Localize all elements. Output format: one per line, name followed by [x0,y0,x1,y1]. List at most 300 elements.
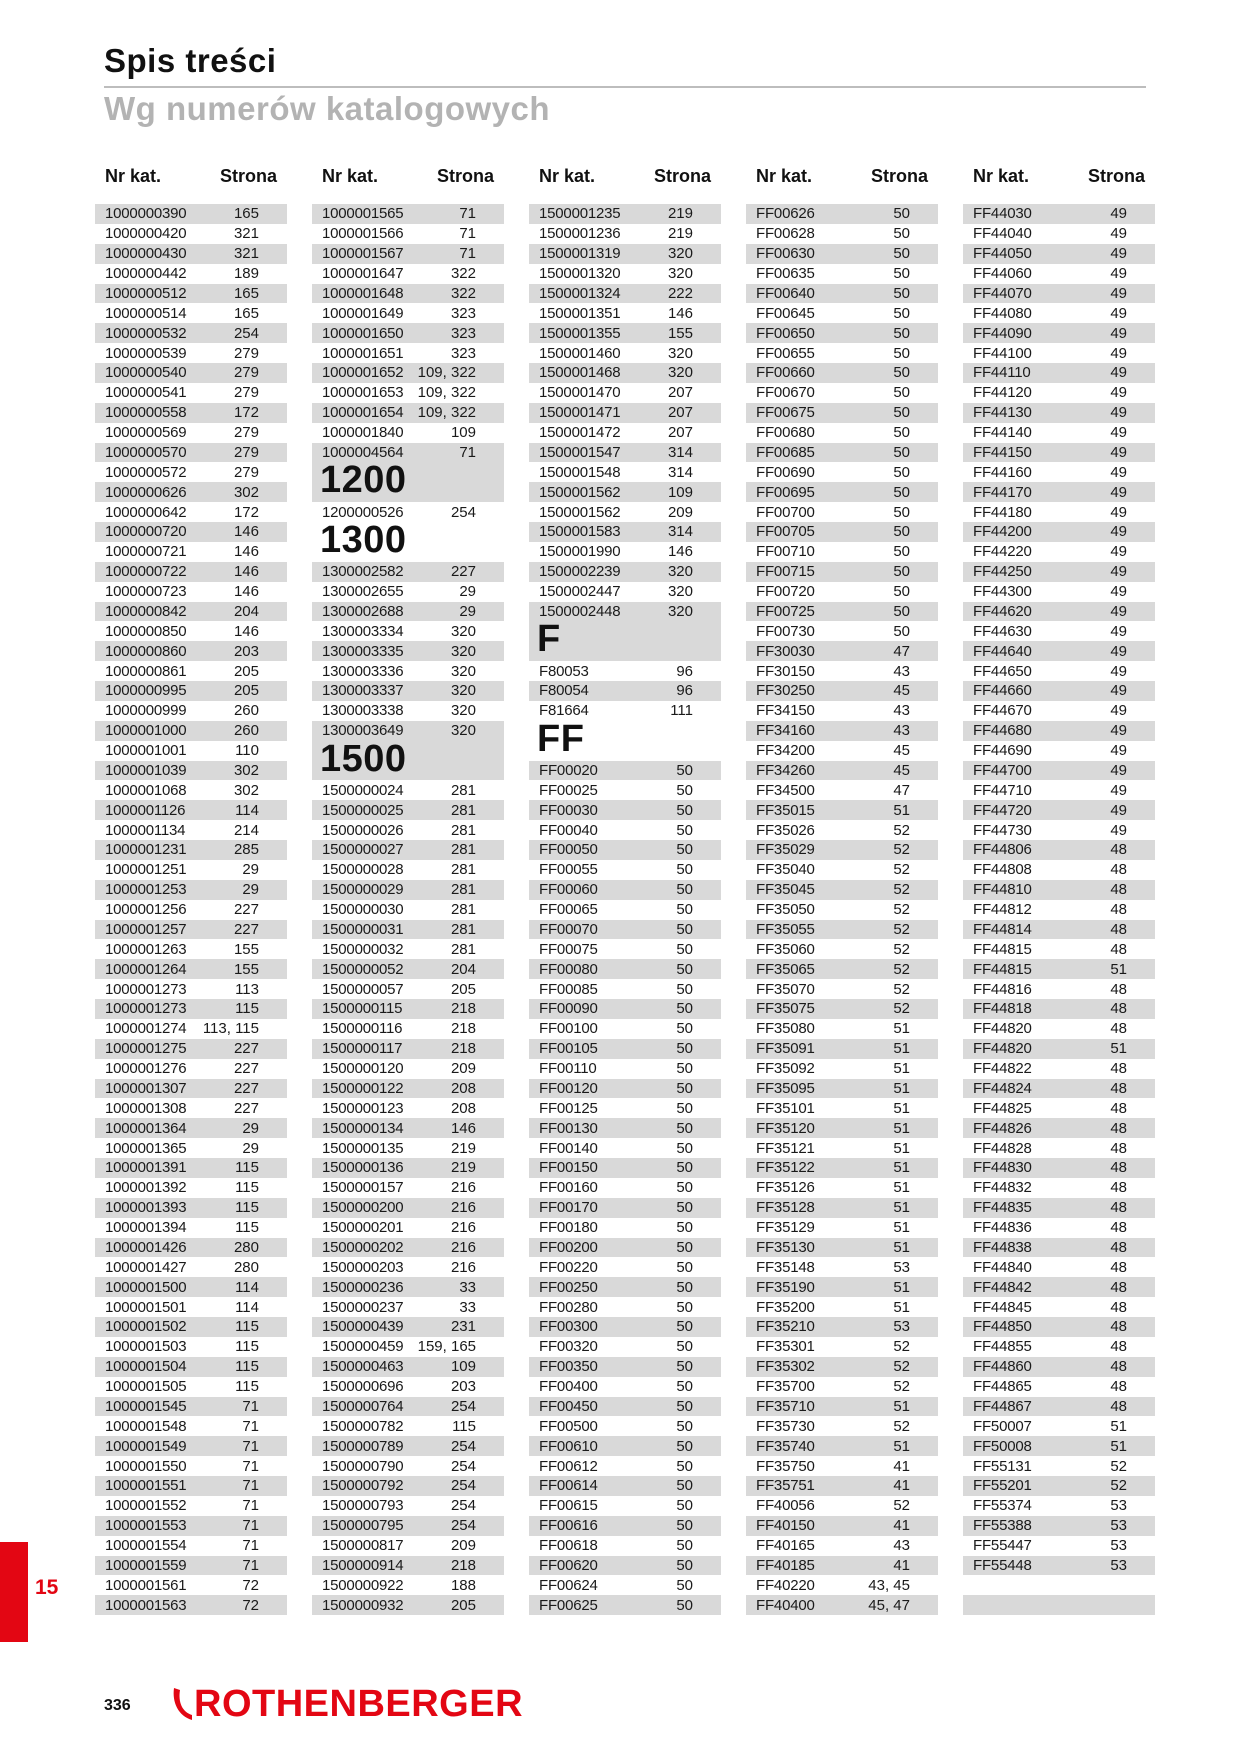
table-row [95,403,287,423]
table-row [963,542,1155,562]
catalog-number: FF35045 [756,881,815,899]
page-title: Spis treści [104,42,277,79]
catalog-number: 1500000817 [322,1537,404,1555]
table-row [746,482,938,502]
page-ref: 52 [893,1000,910,1018]
index-column [746,160,938,1615]
catalog-number: 1500002448 [539,602,621,620]
catalog-number: 1000000390 [105,205,187,223]
catalog-number: 1500000202 [322,1238,404,1256]
table-row [312,1456,504,1476]
page-ref: 50 [676,1199,693,1217]
table-row [529,1416,721,1436]
catalog-number: 1500001562 [539,483,621,501]
page-ref: 281 [450,821,476,839]
catalog-number: FF44110 [973,364,1031,382]
catalog-number: 1500000052 [322,960,404,978]
catalog-number: FF55447 [973,1537,1032,1555]
table-row [746,1496,938,1516]
catalog-number: FF00250 [539,1278,598,1296]
table-row [963,1019,1155,1039]
page-ref: 49 [1110,443,1127,461]
page-subtitle: Wg numerów katalogowych [104,90,551,127]
page-ref: 71 [242,1497,259,1515]
table-row [529,761,721,781]
page-ref: 50 [893,602,910,620]
catalog-number: 1500000025 [322,801,404,819]
page-ref: 320 [450,642,476,660]
table-row [746,1337,938,1357]
table-row [746,443,938,463]
page-ref: 49 [1110,801,1127,819]
catalog-number: 1000001647 [322,265,404,283]
catalog-number: FF35700 [756,1378,815,1396]
catalog-number: 1000001134 [105,821,186,839]
page-ref: 50 [676,861,693,879]
catalog-number: 1500001990 [539,543,621,561]
catalog-number: FF44130 [973,404,1032,422]
page-ref: 320 [450,662,476,680]
catalog-number: 1500000764 [322,1397,404,1415]
catalog-number: 1500000024 [322,781,404,799]
page-ref: 29 [242,1139,259,1157]
table-row [746,1218,938,1238]
table-row [529,323,721,343]
table-row [529,999,721,1019]
page-ref: 115 [235,1358,259,1376]
table-row [746,1317,938,1337]
page-ref: 216 [450,1179,476,1197]
page-ref: 155 [233,940,259,958]
page-ref: 302 [233,781,259,799]
column-header [963,160,1155,192]
catalog-number: FF00660 [756,364,815,382]
table-row [95,602,287,622]
table-row [746,303,938,323]
table-row [312,1079,504,1099]
catalog-number: FF35060 [756,940,815,958]
catalog-number: FF44810 [973,881,1032,899]
catalog-number: 1000001001 [105,742,187,760]
catalog-number: FF35040 [756,861,815,879]
page-ref: 49 [1110,344,1127,362]
catalog-number: 1300002582 [322,563,404,581]
catalog-number: FF44170 [973,483,1032,501]
column-body [963,204,1155,1615]
column-header-nr: Nr kat. [539,165,596,186]
page-ref: 50 [676,1576,693,1594]
catalog-number: FF55388 [973,1517,1032,1535]
catalog-number: 1500000439 [322,1318,404,1336]
catalog-number: FF00065 [539,901,598,919]
table-row [746,1039,938,1059]
catalog-number: FF00695 [756,483,815,501]
page-ref: 50 [893,523,910,541]
table-row [529,502,721,522]
catalog-number: 1000001275 [105,1040,187,1058]
page-ref: 227 [233,1079,259,1097]
page-ref: 49 [1110,364,1127,382]
page-ref: 172 [233,503,259,521]
table-row [95,562,287,582]
page-ref: 50 [676,1477,693,1495]
page-ref: 320 [667,602,693,620]
table-row [95,780,287,800]
table-row [529,880,721,900]
catalog-number: FF44620 [973,602,1032,620]
table-row [312,999,504,1019]
page-ref: 209 [450,1537,476,1555]
catalog-number: F81664 [539,702,589,720]
catalog-number: FF00700 [756,503,815,521]
page-ref: 109 [450,424,476,442]
table-row [95,383,287,403]
page-ref: 71 [242,1417,259,1435]
page-ref: 51 [893,1298,910,1316]
table-row [746,860,938,880]
table-row [312,1257,504,1277]
catalog-number: FF00100 [539,1020,598,1038]
table-row [95,224,287,244]
column-header [312,160,504,192]
table-row [95,979,287,999]
catalog-number: FF00110 [539,1060,597,1078]
column-header [95,160,287,192]
table-row [963,323,1155,343]
page-ref: 207 [667,384,693,402]
catalog-number: 1000000626 [105,483,187,501]
table-row [529,204,721,224]
page-ref: 33 [459,1298,476,1316]
catalog-number: FF35092 [756,1060,815,1078]
table-row [312,1536,504,1556]
page-ref: 47 [893,642,910,660]
page-ref: 48 [1110,1139,1127,1157]
catalog-number: 1000001549 [105,1437,187,1455]
table-row [963,1536,1155,1556]
table-row [95,999,287,1019]
page-ref: 52 [893,901,910,919]
catalog-number: 1000000442 [105,265,187,283]
page-ref: 29 [242,881,259,899]
catalog-number: FF35200 [756,1298,815,1316]
table-row [312,621,504,641]
page-ref: 52 [893,960,910,978]
table-row [95,1575,287,1595]
table-row [529,1198,721,1218]
page-ref: 115 [235,1179,259,1197]
table-row [312,1556,504,1576]
catalog-number: 1500000201 [322,1219,404,1237]
logo-wordmark: ROTHENBERGER [194,1682,524,1725]
page-ref: 48 [1110,940,1127,958]
catalog-number: FF44838 [973,1238,1032,1256]
table-row [312,1357,504,1377]
catalog-number: 1500001355 [539,324,621,342]
table-row [963,244,1155,264]
table-row [963,1198,1155,1218]
table-row [95,860,287,880]
catalog-number: 1500000792 [322,1477,404,1495]
table-row [746,244,938,264]
catalog-number: 1500001320 [539,265,621,283]
page-ref: 50 [676,1556,693,1574]
catalog-number: 1000001504 [105,1358,187,1376]
catalog-number: FF00150 [539,1159,598,1177]
page-ref: 50 [893,424,910,442]
page-ref: 227 [233,1040,259,1058]
page-ref: 49 [1110,742,1127,760]
catalog-number: 1500001471 [539,404,621,422]
table-row [963,343,1155,363]
page-ref: 52 [893,920,910,938]
table-row [95,244,287,264]
catalog-number: FF00630 [756,245,815,263]
catalog-number: FF44816 [973,980,1032,998]
table-row [529,959,721,979]
table-row [529,542,721,562]
table-row [746,780,938,800]
page-ref: 49 [1110,324,1127,342]
table-row [95,840,287,860]
catalog-number: 1000001654 [322,404,404,422]
catalog-number: 1000001550 [105,1457,187,1475]
table-row [963,582,1155,602]
table-row [746,741,938,761]
catalog-number: FF44060 [973,265,1032,283]
page-ref: 48 [1110,881,1127,899]
catalog-number: 1000001548 [105,1417,187,1435]
catalog-number: FF35730 [756,1417,815,1435]
page-ref: 41 [893,1556,910,1574]
page-ref: 52 [893,1417,910,1435]
catalog-number: FF44660 [973,682,1032,700]
table-row [529,443,721,463]
catalog-number: 1000000995 [105,682,187,700]
table-row [95,204,287,224]
page-ref: 51 [893,1397,910,1415]
table-row [312,1118,504,1138]
table-row [312,1238,504,1258]
table-row [746,1456,938,1476]
table-row [963,1098,1155,1118]
table-row [746,1536,938,1556]
catalog-number: FF40220 [756,1576,815,1594]
page-ref: 71 [459,245,476,263]
table-row [529,1595,721,1615]
catalog-number: 1000001308 [105,1099,187,1117]
page-ref: 50 [893,622,910,640]
page-ref: 51 [893,1119,910,1137]
table-row [529,284,721,304]
catalog-number: 1300003336 [322,662,404,680]
page-ref: 50 [893,463,910,481]
catalog-number: FF44822 [973,1060,1032,1078]
table-row [963,1138,1155,1158]
table-row [95,1337,287,1357]
page-ref: 279 [233,424,259,442]
catalog-number: FF00715 [756,563,815,581]
table-row [963,979,1155,999]
catalog-number: FF00616 [539,1517,598,1535]
table-row [746,562,938,582]
table-row [95,1178,287,1198]
catalog-number: 1000001068 [105,781,187,799]
catalog-number: FF00220 [539,1258,598,1276]
table-row [963,860,1155,880]
table-row [963,602,1155,622]
table-row [95,920,287,940]
catalog-number: FF00090 [539,1000,598,1018]
catalog-number: FF35050 [756,901,815,919]
catalog-number: FF44818 [973,1000,1032,1018]
page-ref: 48 [1110,1199,1127,1217]
table-row [746,1257,938,1277]
table-row [963,701,1155,721]
table-row [963,641,1155,661]
page-ref: 205 [450,1596,476,1614]
page-ref: 51 [893,1238,910,1256]
catalog-number: 1500000116 [322,1020,403,1038]
catalog-number: FF00614 [539,1477,598,1495]
page-ref: 51 [893,1159,910,1177]
catalog-number: 1000000540 [105,364,187,382]
table-row [529,820,721,840]
page-ref: 279 [233,443,259,461]
catalog-number: FF44842 [973,1278,1032,1296]
catalog-number: 1000001276 [105,1060,187,1078]
page-ref: 109 [450,1358,476,1376]
page-ref: 254 [233,324,259,342]
table-row [963,939,1155,959]
table-row [963,1238,1155,1258]
catalog-number: FF35751 [756,1477,815,1495]
section-label: 1200 [320,459,407,502]
table-row [963,1496,1155,1516]
table-row [312,1098,504,1118]
table-row [95,641,287,661]
table-row [963,284,1155,304]
page-ref: 53 [1110,1537,1127,1555]
table-row [529,343,721,363]
page-ref: 49 [1110,245,1127,263]
catalog-number: 1000001039 [105,761,187,779]
page-ref: 29 [242,861,259,879]
page-ref: 50 [676,1596,693,1614]
index-column [963,160,1155,1615]
catalog-number: FF00645 [756,304,815,322]
catalog-number: 1000001651 [322,344,404,362]
catalog-number: 1500000932 [322,1596,404,1614]
table-row [746,1397,938,1417]
page-ref: 314 [667,463,693,481]
page-ref: 51 [1110,1437,1127,1455]
page-ref: 260 [233,722,259,740]
table-row [963,621,1155,641]
catalog-number: FF00710 [756,543,815,561]
page-ref: 52 [893,861,910,879]
catalog-number: 1000001502 [105,1318,187,1336]
page-ref: 48 [1110,901,1127,919]
catalog-number: FF34260 [756,761,815,779]
page-ref: 323 [450,344,476,362]
catalog-number: FF00300 [539,1318,598,1336]
table-row [529,1238,721,1258]
page-ref: 320 [667,344,693,362]
table-row [95,721,287,741]
chapter-tab [0,1542,28,1642]
catalog-number: FF00500 [539,1417,598,1435]
table-row [312,204,504,224]
table-row [95,343,287,363]
section-heading [529,618,721,661]
catalog-number: FF35029 [756,841,815,859]
page-ref: 323 [450,324,476,342]
page-ref: 320 [667,583,693,601]
table-row [95,1377,287,1397]
page-ref: 52 [893,881,910,899]
catalog-number: 1500000157 [322,1179,404,1197]
catalog-number: FF00120 [539,1079,598,1097]
table-row [746,1098,938,1118]
page-ref: 146 [667,304,693,322]
table-row [95,880,287,900]
page-ref: 49 [1110,304,1127,322]
table-row [95,1496,287,1516]
page-ref: 188 [450,1576,476,1594]
catalog-number: 1500000032 [322,940,404,958]
table-row [95,363,287,383]
catalog-number: 1500000029 [322,881,404,899]
table-row [95,1257,287,1277]
catalog-number: FF00620 [539,1556,598,1574]
table-row [963,1039,1155,1059]
catalog-number: FF44200 [973,523,1032,541]
catalog-number: 1500000027 [322,841,404,859]
table-row [529,482,721,502]
table-row [312,323,504,343]
catalog-number: FF00685 [756,443,815,461]
table-row [963,363,1155,383]
page-ref: 281 [450,881,476,899]
catalog-number: 1000001364 [105,1119,187,1137]
page-ref: 49 [1110,543,1127,561]
catalog-number: 1500001460 [539,344,621,362]
catalog-number: FF44650 [973,662,1032,680]
page-ref: 48 [1110,1060,1127,1078]
catalog-number: FF00625 [539,1596,598,1614]
table-row [963,1257,1155,1277]
catalog-number: FF40150 [756,1517,815,1535]
table-row [746,323,938,343]
table-row [95,621,287,641]
table-row [963,1575,1155,1595]
table-row [746,820,938,840]
table-row [529,264,721,284]
table-row [963,900,1155,920]
table-row [963,1317,1155,1337]
table-row [963,1178,1155,1198]
catalog-number: FF00320 [539,1338,598,1356]
table-row [312,681,504,701]
table-row [312,1496,504,1516]
table-row [963,303,1155,323]
page-ref: 51 [893,1278,910,1296]
page-ref: 50 [676,841,693,859]
catalog-number: 1000001563 [105,1596,187,1614]
catalog-number: FF00618 [539,1537,598,1555]
table-row [95,820,287,840]
